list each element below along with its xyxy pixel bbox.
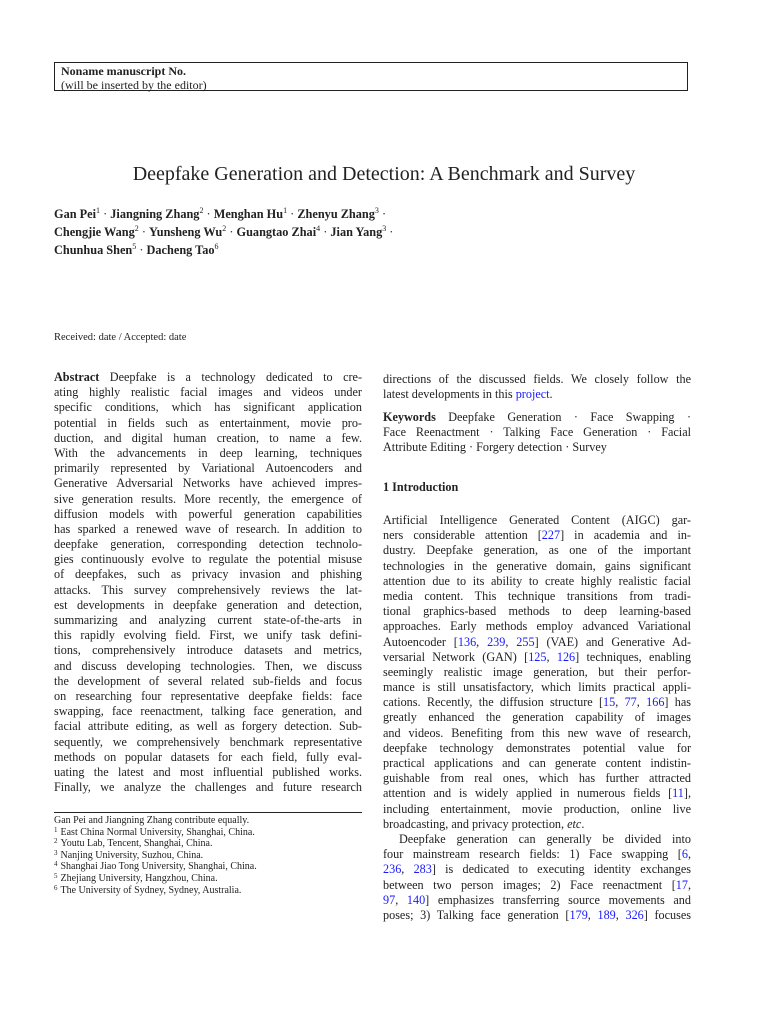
text-segment: ] techniques, enabling	[575, 649, 691, 664]
text-segment: ,	[546, 649, 557, 664]
text-segment: methods on popular datasets for each field, fully eval-	[54, 749, 362, 764]
footnote-rule	[54, 812, 362, 813]
author-name: Gan Pei	[54, 207, 97, 221]
text-segment: on researching four representative deepfake fields: face	[54, 688, 362, 703]
text-segment: ,	[505, 634, 517, 649]
text-segment: est developments in deepfake generation and detection,	[54, 597, 362, 612]
manuscript-number: Noname manuscript No.	[61, 64, 186, 78]
text-line	[383, 619, 691, 634]
section-heading-introduction: 1 Introduction	[383, 480, 459, 494]
text-segment: and videos. Benefiting from this new wave of research,	[383, 725, 691, 740]
text-line	[383, 425, 691, 440]
text-line	[54, 370, 362, 385]
text-segment: facial attribute editing, as well as forgery detection. Sub-	[54, 719, 362, 734]
text-line	[383, 695, 691, 710]
text-line	[54, 552, 362, 567]
text-segment: cations. Recently, the diffusion structure [	[383, 695, 604, 710]
text-segment: practical applications and can generate content indistin-	[383, 756, 691, 770]
text-segment: latest developments in this	[383, 387, 516, 402]
text-segment: ners considerable attention [	[383, 528, 542, 543]
abstract	[54, 370, 362, 795]
separator: ·	[287, 207, 298, 221]
text-segment: ,	[615, 695, 625, 710]
affiliation-mark: 3	[374, 206, 379, 215]
text-segment: ,	[395, 892, 407, 907]
affiliation-number: 4	[54, 860, 58, 869]
text-line	[54, 461, 362, 476]
citation-link[interactable]: 326	[625, 907, 644, 922]
citation-link[interactable]: project	[515, 387, 550, 402]
text-segment: directions of the discussed fields. We closely follow the	[383, 372, 691, 386]
affiliation-number: 2	[54, 837, 58, 846]
affiliation-mark: 5	[132, 242, 137, 251]
text-line	[54, 780, 362, 795]
citation-link[interactable]: 239	[487, 634, 506, 649]
text-line	[54, 537, 362, 552]
text-line	[383, 372, 691, 387]
author-list	[54, 205, 393, 259]
citation-link[interactable]: 77	[624, 695, 637, 710]
keywords	[383, 410, 691, 456]
text-line	[54, 385, 362, 400]
text-line	[54, 659, 362, 674]
text-line	[383, 440, 691, 455]
text-segment: greatly enhanced the generation capability of images	[383, 710, 691, 725]
text-line	[54, 689, 362, 704]
text-line	[383, 817, 691, 832]
affiliation-text: East China Normal University, Shanghai, China.	[60, 826, 255, 838]
text-line	[54, 628, 362, 643]
editor-note: (will be inserted by the editor)	[61, 78, 207, 92]
text-line	[54, 719, 362, 734]
text-segment: sive generation results. More recently, the emergence of	[54, 491, 362, 506]
text-line	[383, 862, 691, 877]
separator: ·	[100, 207, 111, 221]
footnotes	[54, 815, 257, 896]
affiliation-mark: 3	[382, 224, 387, 233]
text-segment: media content. This technique transitions from tradi-	[383, 588, 691, 603]
text-line	[54, 446, 362, 461]
text-segment: this rapidly evolving field. First, we unify task defini-	[54, 628, 362, 643]
text-segment: of deepfakes, such as privacy invasion and phishing	[54, 567, 362, 582]
citation-link[interactable]: 17	[675, 877, 688, 892]
text-segment: Artificial Intelligence Generated Content (AIGC) gar-	[383, 513, 691, 527]
text-line	[383, 726, 691, 741]
text-segment: etc	[567, 816, 582, 831]
text-segment: ] (VAE) and Generative Ad-	[534, 634, 692, 649]
affiliation-text: Youtu Lab, Tencent, Shanghai, China.	[60, 838, 213, 850]
affiliation-mark: 1	[283, 206, 288, 215]
separator: ·	[378, 207, 387, 221]
affiliation-mark: 1	[96, 206, 101, 215]
text-segment: attacks. This survey comprehensively reviews the lat-	[54, 582, 362, 597]
text-segment: ] focuses	[643, 907, 692, 922]
text-line	[383, 832, 691, 847]
author-line	[54, 223, 393, 241]
author-line	[54, 205, 393, 223]
text-segment: With the advancements in deep learning, techniques	[54, 445, 362, 460]
text-line	[54, 735, 362, 750]
text-line	[383, 635, 691, 650]
text-line	[54, 583, 362, 598]
affiliation-text: Nanjing University, Suzhou, China.	[60, 849, 204, 861]
text-segment: duction, and digital human creation, to name a few.	[54, 430, 362, 445]
text-segment: tions, comprehensively introduce datasets and metrics,	[54, 643, 362, 658]
text-segment: Deepfake generation can generally be divided into	[399, 831, 691, 846]
affiliation-number: 6	[54, 883, 58, 892]
text-segment: swapping, face reenactment, talking face generation, and	[54, 704, 362, 719]
separator: ·	[386, 225, 394, 239]
citation-link[interactable]: 15	[603, 695, 616, 710]
text-segment: ,	[687, 877, 691, 892]
text-segment: attention and is widely applied in numerous fields [	[383, 786, 673, 801]
text-segment: ] emphasizes transferring source movements and	[425, 892, 691, 907]
text-segment: summarizing and analyzing current state-of-the-arts in	[54, 613, 362, 627]
text-segment: dustry. Deepfake generation, as one of the important	[383, 543, 691, 558]
abstract-continued	[383, 372, 691, 402]
text-segment: ] in academia and in-	[560, 528, 691, 543]
citation-link[interactable]: 126	[556, 649, 576, 664]
separator: ·	[136, 243, 147, 257]
affiliation-number: 3	[54, 848, 58, 857]
affiliation-footnote	[54, 885, 257, 897]
text-segment: attention due to its ability to create highly realistic facial	[383, 573, 691, 588]
affiliation-text: The University of Sydney, Sydney, Australia.	[60, 884, 242, 896]
citation-link[interactable]: 166	[646, 695, 665, 710]
text-segment: gies continuously evolve to regulate the potential misuse	[54, 552, 362, 567]
text-segment: technologies in the generative domain, gains significant	[383, 558, 691, 573]
text-line	[54, 476, 362, 491]
author-name: Dacheng Tao	[146, 243, 215, 257]
text-segment: ] has	[664, 695, 692, 710]
text-line	[54, 598, 362, 613]
text-segment: the development of several related sub-fields and focus	[54, 673, 362, 688]
text-line	[54, 492, 362, 507]
separator: ·	[138, 225, 149, 239]
text-segment: Attribute Editing · Forgery detection · Survey	[383, 440, 607, 455]
text-segment: .	[549, 387, 553, 402]
text-segment: mance is still unsatisfactory, which limits practical appli-	[383, 680, 691, 695]
separator: ·	[320, 225, 331, 239]
text-segment: poses; 3) Talking face generation [	[383, 907, 570, 922]
text-line	[54, 431, 362, 446]
text-segment: approaches. Early methods employ advanced Variational	[383, 619, 691, 634]
affiliation-footnote	[54, 873, 257, 885]
affiliation-footnote	[54, 827, 257, 839]
text-segment: Face Reenactment · Talking Face Generation · Facial	[383, 425, 691, 440]
author-name: Chengjie Wang	[54, 225, 135, 239]
text-segment: between two person images; 2) Face reenactment [	[383, 877, 676, 892]
author-name: Zhenyu Zhang	[297, 207, 375, 221]
citation-link[interactable]: 136	[457, 634, 477, 649]
text-segment: ,	[615, 907, 626, 922]
text-line	[54, 507, 362, 522]
introduction-body	[383, 513, 691, 923]
text-segment: ,	[401, 862, 414, 877]
text-line	[383, 893, 691, 908]
manuscript-header-box	[54, 62, 688, 91]
keywords-label: Keywords	[383, 410, 436, 424]
affiliation-footnote	[54, 861, 257, 873]
text-line	[383, 908, 691, 923]
text-line	[54, 765, 362, 780]
text-segment: tional graphics-based methods to deep learning-based	[383, 604, 691, 619]
text-segment: Generative Adversarial Networks have achieved impres-	[54, 476, 362, 491]
text-line	[383, 650, 691, 665]
text-segment: seemingly realistic image generation, but their perfor-	[383, 664, 691, 679]
citation-link[interactable]: 255	[516, 634, 535, 649]
affiliation-text: Shanghai Jiao Tong University, Shanghai, China.	[60, 861, 257, 873]
text-line	[54, 613, 362, 628]
text-segment: ,	[587, 907, 598, 922]
citation-link[interactable]: 6	[681, 847, 688, 862]
text-line	[383, 410, 691, 425]
separator: ·	[203, 207, 214, 221]
text-segment: uating the latest and most influential published works.	[54, 764, 362, 779]
text-line	[383, 574, 691, 589]
text-line	[383, 589, 691, 604]
equal-contribution-note: Gan Pei and Jiangning Zhang contribute equally.	[54, 815, 250, 826]
affiliation-mark: 2	[222, 224, 227, 233]
text-line	[383, 528, 691, 543]
text-segment: potential in fields such as entertainment, movie pro-	[54, 415, 362, 430]
text-line	[54, 750, 362, 765]
text-line	[383, 756, 691, 771]
text-segment: specific conditions, which has significant application	[54, 400, 362, 415]
text-line	[54, 416, 362, 431]
text-segment: four mainstream research fields: 1) Face swapping [	[383, 847, 682, 862]
text-line	[383, 802, 691, 817]
text-line	[383, 771, 691, 786]
text-segment: has sparked a renewed wave of research. In addition to	[54, 521, 362, 536]
text-segment: ,	[476, 634, 488, 649]
text-segment: Deepfake Generation · Face Swapping ·	[435, 410, 691, 424]
citation-link[interactable]: 179	[569, 907, 588, 922]
text-segment: ],	[683, 786, 691, 801]
citation-link[interactable]: 125	[528, 649, 547, 664]
citation-link[interactable]: 189	[597, 907, 616, 922]
received-date: Received: date / Accepted: date	[54, 332, 187, 343]
affiliation-footnote	[54, 850, 257, 862]
affiliation-number: 1	[54, 825, 58, 834]
text-segment: diffusion models with powerful generation capabilities	[54, 506, 362, 521]
text-segment: and discuss developing technologies. Then, we discuss	[54, 658, 362, 673]
text-segment: including entertainment, movie production, online live	[383, 801, 691, 816]
text-segment: .	[581, 816, 585, 831]
text-line	[383, 604, 691, 619]
citation-link[interactable]: 140	[406, 892, 426, 907]
text-line	[383, 847, 691, 862]
affiliation-footnote	[54, 838, 257, 850]
text-segment: deepfake technology demonstrates potential value for	[383, 740, 691, 755]
author-name: Guangtao Zhai	[236, 225, 317, 239]
author-name: Yunsheng Wu	[149, 225, 223, 239]
text-segment: versarial Network (GAN) [	[383, 649, 529, 664]
text-line	[383, 786, 691, 801]
text-line	[383, 543, 691, 558]
text-segment: ,	[636, 695, 647, 710]
text-line	[54, 522, 362, 537]
affiliation-mark: 4	[316, 224, 321, 233]
author-name: Chunhua Shen	[54, 243, 133, 257]
text-segment: broadcasting, and privacy protection,	[383, 816, 568, 831]
affiliation-mark: 2	[134, 224, 139, 233]
text-segment: primarily represented by Variational Autoencoders and	[54, 461, 362, 476]
text-line	[54, 567, 362, 582]
citation-link[interactable]: 283	[413, 862, 432, 877]
text-line	[383, 680, 691, 695]
text-line	[383, 513, 691, 528]
text-line	[54, 400, 362, 415]
author-name: Jiangning Zhang	[110, 207, 200, 221]
paper-title: Deepfake Generation and Detection: A Benchmark and Survey	[132, 163, 636, 185]
affiliation-text: Zhejiang University, Hangzhou, China.	[60, 872, 218, 884]
separator: ·	[226, 225, 237, 239]
citation-link[interactable]: 236	[383, 862, 402, 877]
author-name: Menghan Hu	[213, 207, 284, 221]
text-line	[383, 878, 691, 893]
text-line	[383, 665, 691, 680]
affiliation-mark: 6	[214, 242, 219, 251]
text-line	[54, 704, 362, 719]
citation-link[interactable]: 11	[672, 786, 684, 801]
abstract-label: Abstract	[54, 370, 100, 384]
text-segment: ating highly realistic facial images and videos under	[54, 385, 362, 400]
text-line	[383, 710, 691, 725]
affiliation-mark: 2	[199, 206, 204, 215]
text-line	[54, 643, 362, 658]
text-segment: Finally, we analyze the challenges and future research	[54, 780, 362, 795]
author-line	[54, 241, 393, 259]
text-segment: deepfake generation, corresponding detection technolo-	[54, 537, 362, 552]
author-name: Jian Yang	[330, 225, 383, 239]
citation-link[interactable]: 227	[541, 528, 561, 543]
text-segment: guishable from real ones, which has further attracted	[383, 771, 691, 786]
text-line	[54, 674, 362, 689]
text-line	[383, 741, 691, 756]
text-line	[383, 387, 691, 402]
text-segment: ] is dedicated to executing identity exchanges	[431, 862, 692, 877]
text-line	[383, 559, 691, 574]
text-segment: ,	[687, 847, 691, 862]
text-segment: Deepfake is a technology dedicated to cre-	[99, 370, 362, 384]
text-segment: sequently, we comprehensively benchmark representative	[54, 734, 362, 749]
text-segment: Autoencoder [	[383, 634, 458, 649]
citation-link[interactable]: 97	[383, 892, 396, 907]
affiliation-number: 5	[54, 871, 58, 880]
